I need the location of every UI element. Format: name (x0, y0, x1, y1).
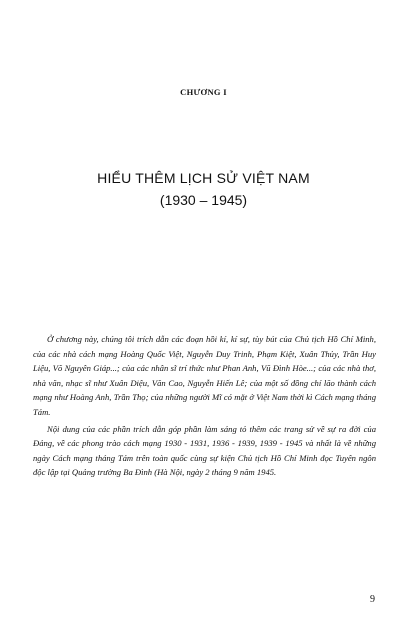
page-number: 9 (370, 594, 375, 605)
intro-paragraph: Nội dung của các phần trích dẫn góp phần làm sáng tỏ thêm các trang sử về sự ra đời của Đảng, về các phong trào cách mạng 1930 - 1931, 1936 - 1939, 1939 - 1945 và nhất là về những ngày Cách mạng tháng Tám trên toàn quốc cùng sự kiện Chủ tịch Hồ Chí Minh đọc Tuyên ngôn độc lập tại Quảng trường Ba Đình (Hà Nội, ngày 2 tháng 9 năm 1945. (33, 423, 376, 478)
chapter-title: HIỂU THÊM LỊCH SỬ VIỆT NAM (97, 170, 310, 186)
intro-text (33, 332, 376, 480)
chapter-label: CHƯƠNG I (180, 87, 227, 97)
intro-paragraph: Ở chương này, chúng tôi trích dẫn các đoạn hồi kí, kí sự, tùy bút của Chủ tịch Hồ Chí Minh, của các nhà cách mạng Hoàng Quốc Việt, Nguyễn Duy Trinh, Phạm Kiệt, Xuân Thủy, Trần Huy Liệu, Võ Nguyên Giáp...; của các nhân sĩ trí thức như Phan Anh, Vũ Đình Hòe...; của các nhà thơ, nhà văn, nhạc sĩ như Xuân Diệu, Văn Cao, Nguyễn Hiến Lê; của một số đồng chí lão thành cách mạng như Hoàng Anh, Trần Thọ; của những người Mĩ có mặt ở Việt Nam thời kì Cách mạng tháng Tám. (33, 334, 376, 417)
chapter-years: (1930 – 1945) (159, 192, 248, 208)
